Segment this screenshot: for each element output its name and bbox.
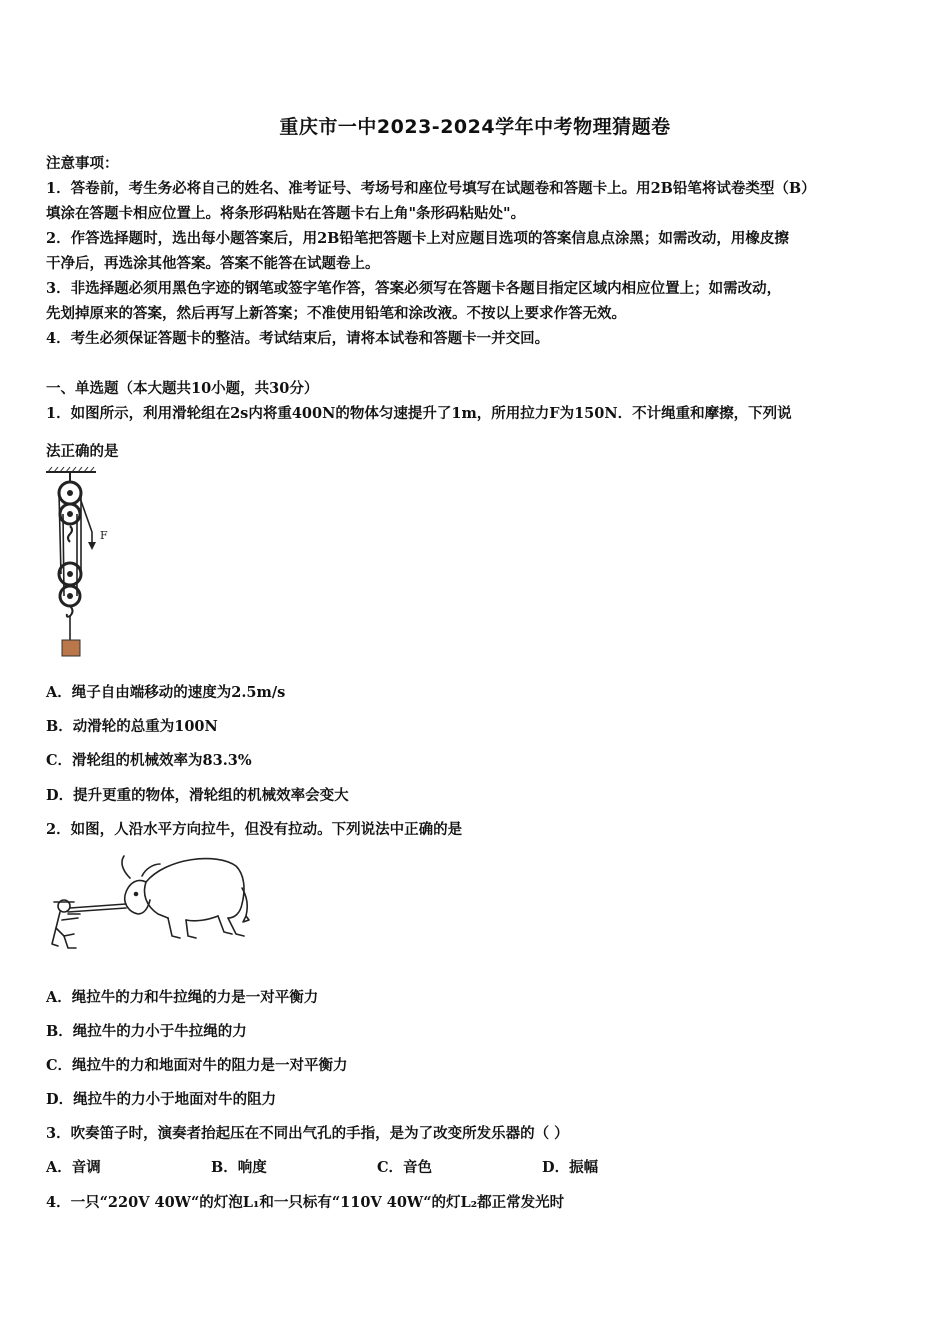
q3-option-b[interactable]: B．响度 [211, 1159, 267, 1176]
notice-line: 4．考生必须保证答题卡的整洁。考试结束后，请将本试卷和答题卡一并交回。 [46, 330, 550, 347]
notice-line: 填涂在答题卡相应位置上。将条形码粘贴在答题卡右上角"条形码粘贴处"。 [46, 205, 526, 222]
force-label: F [100, 529, 108, 542]
q4-stem: 4．一只“220V 40W“的灯泡L₁和一只标有“110V 40W“的灯L₂都正常发光时 [46, 1194, 565, 1211]
notice-line: 干净后，再选涂其他答案。答案不能答在试题卷上。 [46, 255, 380, 272]
man-pulling-ox-figure [46, 848, 251, 958]
q2-option-a[interactable]: A．绳拉牛的力和牛拉绳的力是一对平衡力 [46, 989, 319, 1006]
notice-heading: 注意事项： [46, 155, 119, 172]
q3-option-a[interactable]: A．音调 [46, 1159, 101, 1176]
notice-line: 2．作答选择题时，选出每小题答案后，用2B铅笔把答题卡上对应题目选项的答案信息点涂黑；如需改动，用橡皮擦 [46, 230, 789, 247]
q2-option-b[interactable]: B．绳拉牛的力小于牛拉绳的力 [46, 1023, 247, 1040]
notice-line: 3．非选择题必须用黑色字迹的钢笔或签字笔作答，答案必须写在答题卡各题目指定区域内相应位置上；如需改动， [46, 280, 782, 297]
q3-option-d[interactable]: D．振幅 [542, 1159, 599, 1176]
q2-stem: 2．如图，人沿水平方向拉牛，但没有拉动。下列说法中正确的是 [46, 821, 463, 838]
q1-option-b[interactable]: B．动滑轮的总重为100N [46, 718, 218, 735]
q1-option-a[interactable]: A．绳子自由端移动的速度为2.5m/s [46, 684, 286, 701]
q1-stem-line2: 法正确的是 [46, 443, 119, 460]
q3-option-c[interactable]: C．音色 [377, 1159, 433, 1176]
notice-line: 先划掉原来的答案，然后再写上新答案；不准使用铅笔和涂改液。不按以上要求作答无效。 [46, 305, 626, 322]
pulley-system-figure [44, 466, 114, 660]
q3-stem: 3．吹奏笛子时，演奏者抬起压在不同出气孔的手指，是为了改变所发乐器的（ ） [46, 1125, 569, 1142]
q1-option-d[interactable]: D．提升更重的物体，滑轮组的机械效率会变大 [46, 787, 349, 804]
q2-option-d[interactable]: D．绳拉牛的力小于地面对牛的阻力 [46, 1091, 277, 1108]
q1-stem-line1: 1．如图所示，利用滑轮组在2s内将重400N的物体匀速提升了1m，所用拉力F为150N．不计绳重和摩擦，下列说 [46, 405, 792, 422]
q1-option-c[interactable]: C．滑轮组的机械效率为83.3% [46, 752, 252, 769]
section-heading: 一、单选题（本大题共10小题，共30分） [46, 380, 319, 397]
page-title: 重庆市一中2023-2024学年中考物理猜题卷 [279, 116, 671, 138]
q2-option-c[interactable]: C．绳拉牛的力和地面对牛的阻力是一对平衡力 [46, 1057, 348, 1074]
notice-line: 1．答卷前，考生务必将自己的姓名、准考证号、考场号和座位号填写在试题卷和答题卡上。用2B铅笔将试卷类型（B） [46, 180, 816, 197]
